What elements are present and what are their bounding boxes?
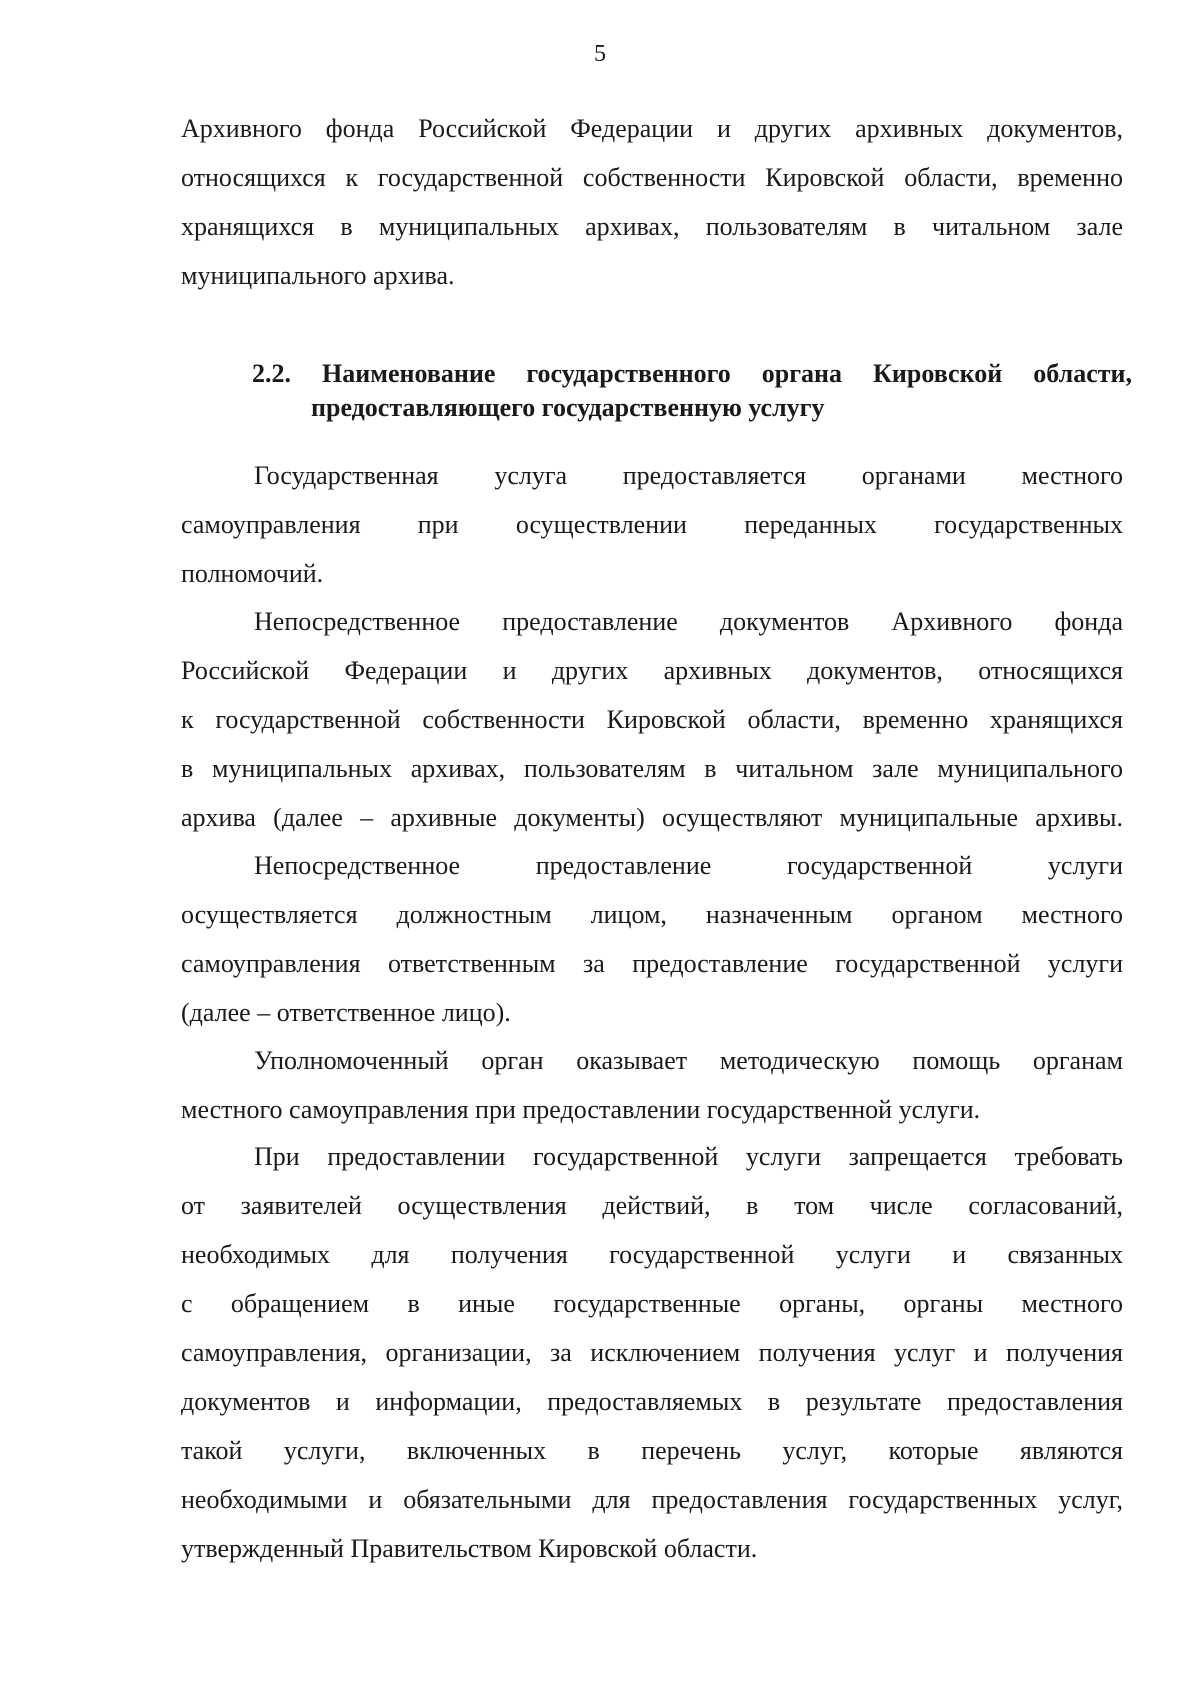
text-line: осуществляется должностным лицом, назначенным органом местного xyxy=(181,900,1123,929)
text-line: необходимыми и обязательными для предоставления государственных услуг, xyxy=(181,1485,1123,1514)
text-line: Архивного фонда Российской Федерации и других архивных документов, xyxy=(181,114,1123,143)
page-number: 5 xyxy=(594,41,606,67)
text-line: полномочий. xyxy=(181,559,324,588)
text-line: Непосредственное предоставление документов Архивного фонда xyxy=(254,607,1123,636)
text-line: Уполномоченный орган оказывает методическую помощь органам xyxy=(254,1046,1123,1075)
section-heading xyxy=(252,357,1132,425)
section-heading-line: предоставляющего государственную услугу xyxy=(311,393,825,422)
text-line: необходимых для получения государственной услуги и связанных xyxy=(181,1240,1123,1269)
text-line: хранящихся в муниципальных архивах, пользователям в читальном зале xyxy=(181,212,1123,241)
text-line: относящихся к государственной собственности Кировской области, временно xyxy=(181,163,1123,192)
section-heading-line: 2.2. Наименование государственного органа Кировской области, xyxy=(252,359,1132,388)
paragraph-2 xyxy=(181,597,1123,842)
text-line: в муниципальных архивах, пользователям в читальном зале муниципального xyxy=(181,754,1123,783)
text-line: местного самоуправления при предоставлении государственной услуги. xyxy=(181,1095,981,1124)
paragraph-intro xyxy=(181,104,1123,300)
paragraph-5 xyxy=(181,1132,1123,1573)
text-line: документов и информации, предоставляемых в результате предоставления xyxy=(181,1387,1123,1416)
paragraph-1 xyxy=(181,451,1123,598)
text-line: с обращением в иные государственные органы, органы местного xyxy=(181,1289,1123,1318)
text-line: Российской Федерации и других архивных документов, относящихся xyxy=(181,656,1123,685)
text-line: Государственная услуга предоставляется органами местного xyxy=(254,461,1123,490)
text-line: (далее – ответственное лицо). xyxy=(181,998,511,1027)
text-line: утвержденный Правительством Кировской области. xyxy=(181,1534,758,1563)
text-line: самоуправления ответственным за предоставление государственной услуги xyxy=(181,949,1123,978)
text-line: самоуправления при осуществлении переданных государственных xyxy=(181,510,1123,539)
text-line: При предоставлении государственной услуги запрещается требовать xyxy=(254,1142,1123,1171)
text-line: к государственной собственности Кировской области, временно хранящихся xyxy=(181,705,1123,734)
text-line: муниципального архива. xyxy=(181,261,455,290)
text-line: такой услуги, включенных в перечень услуг, которые являются xyxy=(181,1436,1123,1465)
text-line: самоуправления, организации, за исключением получения услуг и получения xyxy=(181,1338,1123,1367)
paragraph-3 xyxy=(181,841,1123,1037)
paragraph-4 xyxy=(181,1036,1123,1134)
text-line: архива (далее – архивные документы) осуществляют муниципальные архивы. xyxy=(181,803,1123,832)
text-line: Непосредственное предоставление государственной услуги xyxy=(254,851,1123,880)
text-line: от заявителей осуществления действий, в том числе согласований, xyxy=(181,1191,1123,1220)
